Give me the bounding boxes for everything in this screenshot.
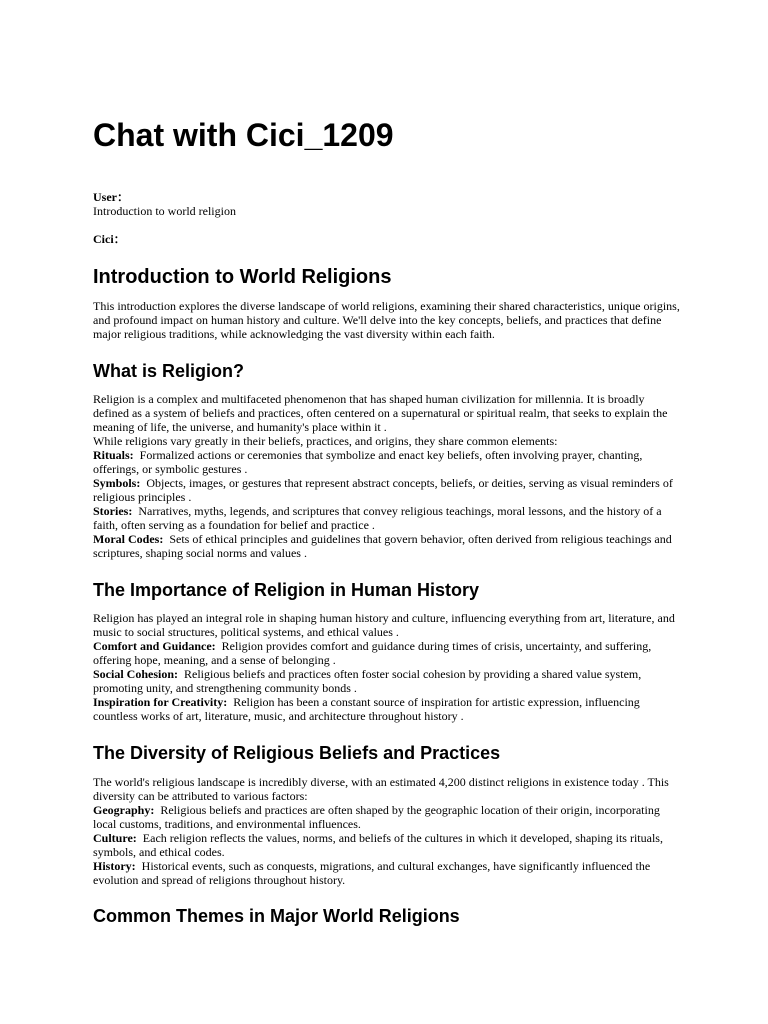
item-term: Inspiration for Creativity:: [93, 695, 228, 709]
list-item: [93, 859, 683, 887]
item-text: Formalized actions or ceremonies that symbolize and enact key beliefs, often involving prayer, chanting, offerings, or symbolic gestures .: [93, 448, 643, 476]
item-text: Each religion reflects the values, norms, and beliefs of the cultures in which it developed, shaping its rituals, symbols, and ethical codes.: [93, 831, 663, 859]
item-text: Sets of ethical principles and guidelines that govern behavior, often derived from religious teachings and scriptures, shaping social norms and values .: [93, 532, 672, 560]
item-text: Religion has been a constant source of inspiration for artistic expression, influencing countless works of art, literature, music, and architecture throughout history .: [93, 695, 640, 723]
assistant-label: Cici：: [93, 232, 126, 246]
item-text: Religious beliefs and practices often foster social cohesion by providing a shared value system, promoting unity, and strengthening community bonds .: [93, 667, 642, 695]
item-text: Objects, images, or gestures that represent abstract concepts, beliefs, or deities, serving as visual reminders of religious principles .: [93, 476, 673, 504]
list-item: [93, 532, 683, 560]
list-item: [93, 695, 683, 723]
list-item: [93, 448, 683, 476]
section-body: [93, 611, 683, 723]
paragraph: Religion is a complex and multifaceted phenomenon that has shaped human civilization for millennia. It is broadly defined as a system of beliefs and practices, often centered on a supernatural or spiritual realm, that seeks to explain the meaning of life, the universe, and humanity's place within it .: [93, 392, 668, 434]
section-heading: The Diversity of Religious Beliefs and Practices: [93, 743, 501, 763]
item-term: Geography:: [93, 803, 155, 817]
item-term: Culture:: [93, 831, 137, 845]
section-body: [93, 392, 683, 560]
paragraph: The world's religious landscape is incredibly diverse, with an estimated 4,200 distinct religions in existence today . This diversity can be attributed to various factors:: [93, 775, 669, 803]
list-item: [93, 667, 683, 695]
item-text: Religious beliefs and practices are often shaped by the geographic location of their origin, incorporating local customs, traditions, and environmental influences.: [93, 803, 660, 831]
list-item: [93, 639, 683, 667]
item-term: Comfort and Guidance:: [93, 639, 216, 653]
item-term: Moral Codes:: [93, 532, 164, 546]
intro-paragraph: This introduction explores the diverse landscape of world religions, examining their shared characteristics, unique origins, and profound impact on human history and culture. We'll delve into the key concepts, beliefs, and practices that define major religious traditions, while acknowledging the vast diversity within each faith.: [93, 299, 680, 341]
item-text: Historical events, such as conquests, migrations, and cultural exchanges, have significantly influenced the evolution and spread of religions throughout history.: [93, 859, 651, 887]
page-title: Chat with Cici_1209: [93, 117, 394, 153]
paragraph: Religion has played an integral role in shaping human history and culture, influencing everything from art, literature, and music to social structures, political systems, and ethical values .: [93, 611, 675, 639]
item-text: Religion provides comfort and guidance during times of crisis, uncertainty, and suffering, offering hope, meaning, and a sense of belonging .: [93, 639, 652, 667]
paragraph: While religions vary greatly in their beliefs, practices, and origins, they share common elements:: [93, 434, 558, 448]
section-body: [93, 775, 683, 887]
section-heading: The Importance of Religion in Human History: [93, 580, 480, 600]
user-label: User：: [93, 190, 129, 204]
user-message: Introduction to world religion: [93, 204, 236, 218]
list-item: [93, 803, 683, 831]
item-term: Symbols:: [93, 476, 141, 490]
list-item: [93, 504, 683, 532]
section-heading: Common Themes in Major World Religions: [93, 906, 460, 926]
response-heading: Introduction to World Religions: [93, 266, 392, 288]
list-item: [93, 476, 683, 504]
item-term: Rituals:: [93, 448, 134, 462]
section-heading: What is Religion?: [93, 361, 244, 381]
item-term: History:: [93, 859, 136, 873]
list-item: [93, 831, 683, 859]
item-term: Social Cohesion:: [93, 667, 179, 681]
item-text: Narratives, myths, legends, and scriptures that convey religious teachings, moral lessons, and the history of a faith, often serving as a foundation for belief and practice .: [93, 504, 662, 532]
item-term: Stories:: [93, 504, 133, 518]
